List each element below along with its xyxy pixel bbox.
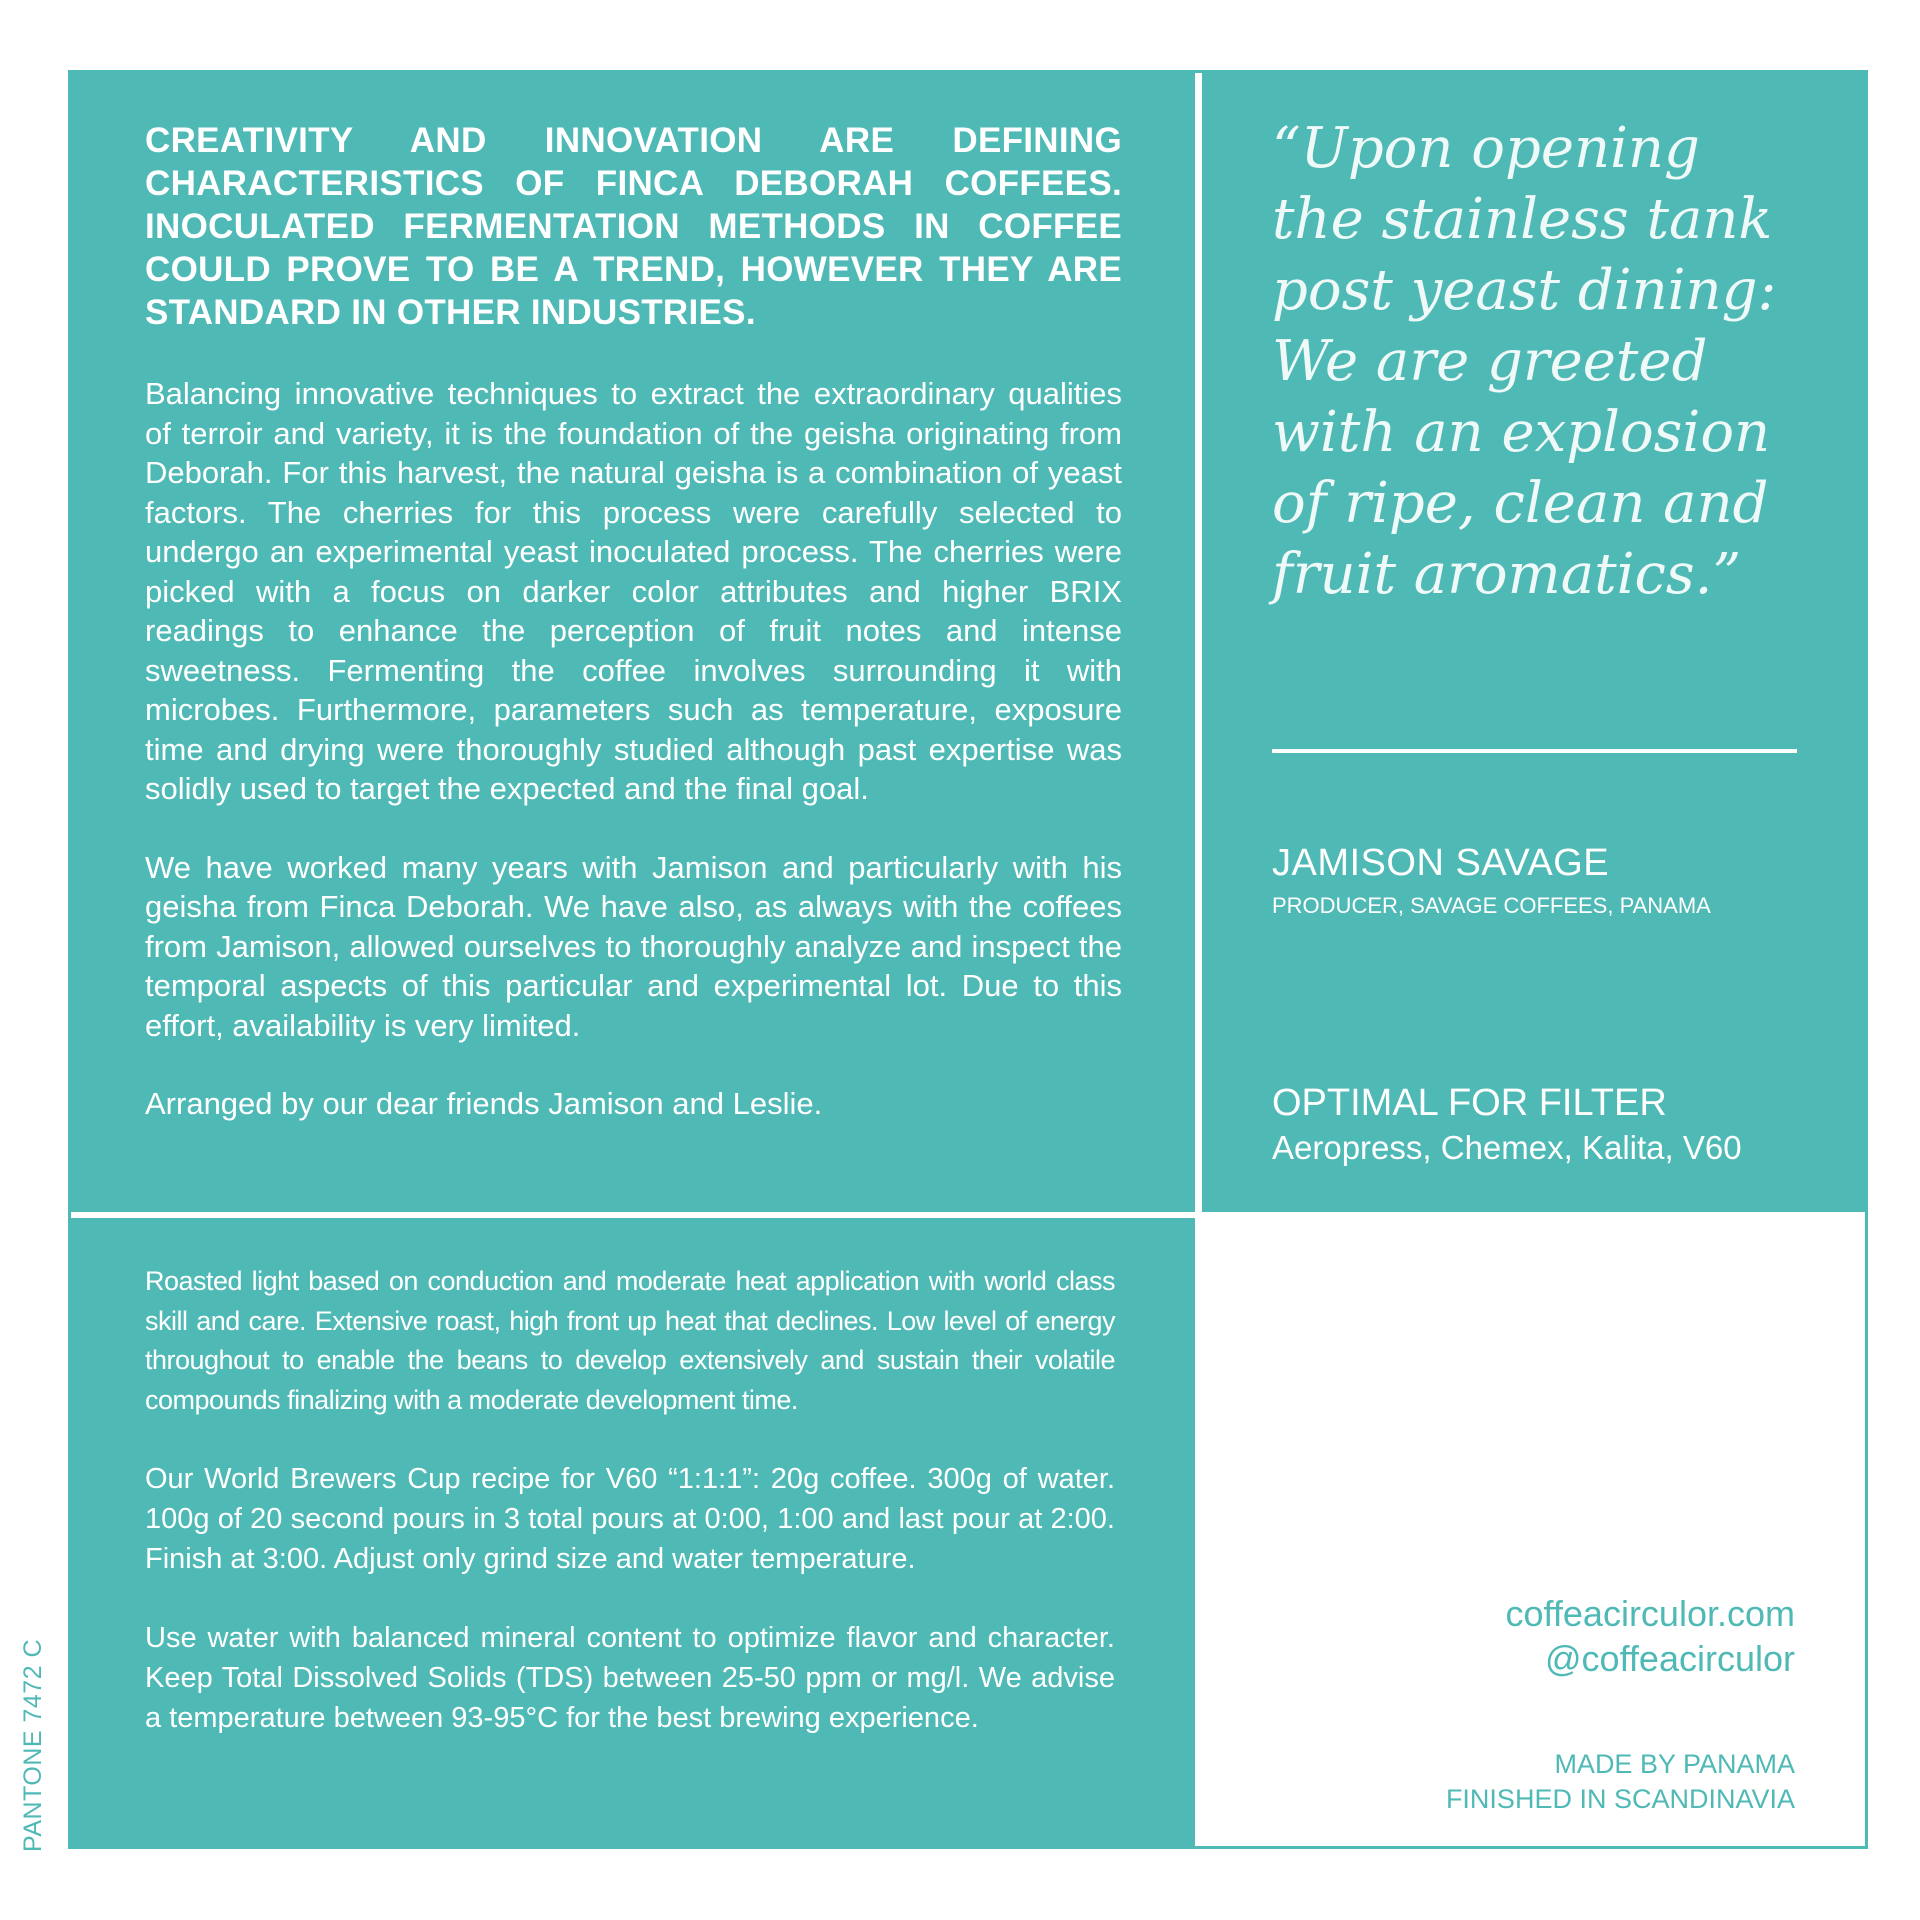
origin-made-by: MADE BY PANAMA xyxy=(1554,1749,1795,1779)
story-paragraph-relationship: We have worked many years with Jamison and particularly with his geisha from Finca Deborah. We have also, as always with the coffees from Jamison, allowed ourselves to thoroughly analyze and inspect the temporal aspects of this particular and experimental lot. Due to this effort, availability is very limited. xyxy=(145,849,1122,1043)
roast-description: Roasted light based on conduction and moderate heat application with world class skill and care. Extensive roast, high front up heat that declines. Low level of energy throughout to enable the beans to develop extensively and sustain their volatile compounds finalizing with a moderate development time. xyxy=(145,1266,1115,1415)
roast-panel xyxy=(71,1218,1195,1846)
story-panel xyxy=(71,73,1195,1212)
story-paragraph-process: Balancing innovative techniques to extract the extraordinary qualities of terroir and variety, it is the foundation of the geisha originating from Deborah. For this harvest, the natural geisha is a combination of yeast factors. The cherries for this process were carefully selected to undergo an experimental yeast inoculated process. The cherries were picked with a focus on darker color attributes and higher BRIX readings to enhance the perception of fruit notes and intense sweetness. Fermenting the coffee involves surrounding it with microbes. Furthermore, parameters such as temperature, exposure time and drying were thoroughly studied although past expertise was solidly used to target the expected and the final goal. xyxy=(145,376,1122,806)
pantone-label: PANTONE 7472 C xyxy=(19,1638,47,1852)
quote-panel xyxy=(1202,73,1865,1212)
social-handle[interactable]: @coffeacirculor xyxy=(1545,1638,1795,1679)
quote-author-role: PRODUCER, SAVAGE COFFEES, PANAMA xyxy=(1272,893,1711,918)
quote-author-name: JAMISON SAVAGE xyxy=(1272,842,1610,884)
water-advice: Use water with balanced mineral content to optimize flavor and character. Keep Total Dissolved Solids (TDS) between 25-50 ppm or mg/l. We advise a temperature between 93-95°C for the best brewing experience. xyxy=(145,1622,1115,1734)
producer-quote: “Upon opening the stainless tank post yeast dining: We are greeted with an explosion of ripe, clean and fruit aromatics.” xyxy=(1272,116,1777,607)
contact-panel xyxy=(1202,1218,1865,1846)
brew-recipe: Our World Brewers Cup recipe for V60 “1:1:1”: 20g coffee. 300g of water. 100g of 20 second pours in 3 total pours at 0:00, 1:00 and last pour at 2:00. Finish at 3:00. Adjust only grind size and water temperature. xyxy=(145,1463,1115,1575)
story-paragraph-arranged: Arranged by our dear friends Jamison and Leslie. xyxy=(145,1086,823,1121)
label-frame xyxy=(68,70,1868,1849)
brew-methods-title: OPTIMAL FOR FILTER xyxy=(1272,1082,1667,1124)
story-headline: CREATIVITY AND INNOVATION ARE DEFINING CHARACTERISTICS OF FINCA DEBORAH COFFEES. INOCULATED FERMENTATION METHODS IN COFFEE COULD PROVE TO BE A TREND, HOWEVER THEY ARE STANDARD IN OTHER INDUSTRIES. xyxy=(145,121,1122,332)
quote-divider xyxy=(1272,749,1797,753)
brew-methods-list: Aeropress, Chemex, Kalita, V60 xyxy=(1272,1129,1742,1166)
website-link[interactable]: coffeacirculor.com xyxy=(1505,1593,1795,1634)
origin-finished-in: FINISHED IN SCANDINAVIA xyxy=(1445,1784,1795,1814)
